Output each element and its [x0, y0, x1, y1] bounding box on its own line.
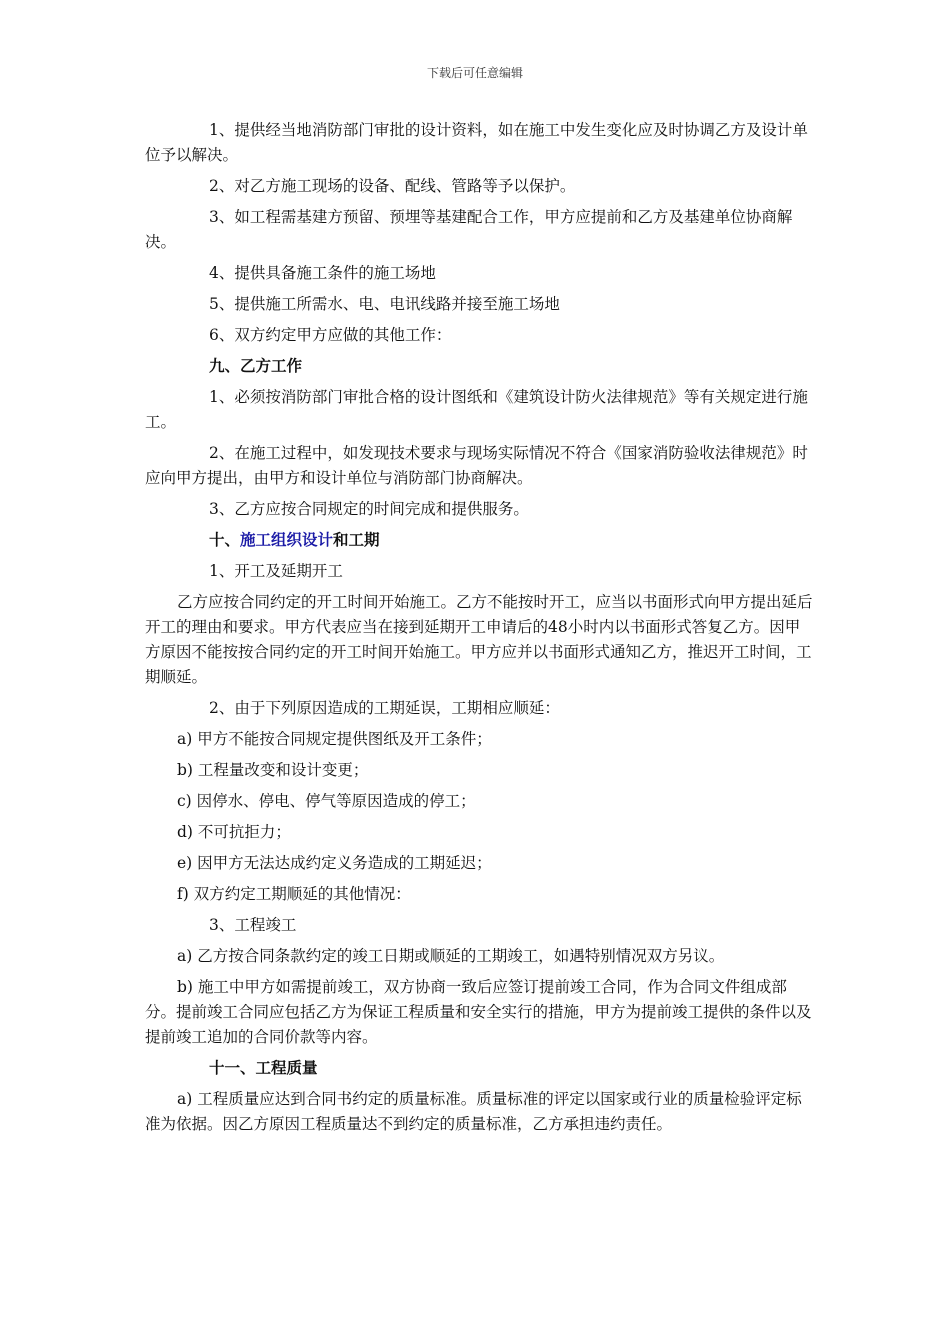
paragraph	[145, 497, 815, 522]
item-number: 6、	[209, 326, 235, 344]
list-item	[145, 789, 815, 814]
item-number: 2、	[209, 444, 235, 462]
item-number: 1、	[209, 562, 235, 580]
item-number: 3、	[209, 208, 235, 226]
paragraph-text: 工程量改变和设计变更；	[197, 761, 369, 779]
item-letter: a)	[177, 1090, 193, 1108]
paragraph	[145, 590, 815, 690]
paragraph-text: 对乙方施工现场的设备、配线、管路等予以保护。	[234, 177, 576, 195]
paragraph-text: 工程竣工	[234, 916, 297, 934]
paragraph-text: 因甲方无法达成约定义务造成的工期延迟；	[197, 854, 492, 872]
list-item	[145, 851, 815, 876]
section-heading	[145, 528, 815, 553]
item-number: 4、	[209, 264, 235, 282]
item-letter: f)	[177, 885, 189, 903]
section-title: 工程质量	[255, 1059, 318, 1077]
paragraph-text: 双方约定工期顺延的其他情况：	[193, 885, 411, 903]
item-letter: b)	[177, 761, 193, 779]
paragraph	[145, 385, 815, 435]
paragraph	[145, 118, 815, 168]
list-item	[145, 820, 815, 845]
paragraph	[145, 292, 815, 317]
paragraph	[145, 441, 815, 491]
section-title-link[interactable]: 施工组织设计	[240, 531, 334, 549]
item-letter: e)	[177, 854, 193, 872]
paragraph	[145, 696, 815, 721]
paragraph	[145, 174, 815, 199]
item-letter: a)	[177, 730, 193, 748]
item-number: 2、	[209, 699, 235, 717]
list-item	[145, 975, 815, 1050]
paragraph-text: 施工中甲方如需提前竣工，双方协商一致后应签订提前竣工合同，作为合同文件组成部分。提前竣工合同应包括乙方为保证工程质量和安全实行的措施，甲方为提前竣工提供的条件以及提前竣工追加的合同价款等内容。	[145, 978, 812, 1046]
item-number: 1、	[209, 388, 235, 406]
paragraph-text: 双方约定甲方应做的其他工作：	[234, 326, 452, 344]
section-number: 十一、	[209, 1059, 256, 1077]
item-letter: b)	[177, 978, 193, 996]
section-number: 十、	[209, 531, 241, 549]
item-number: 5、	[209, 295, 235, 313]
item-letter: a)	[177, 947, 193, 965]
paragraph	[145, 913, 815, 938]
paragraph-text: 乙方按合同条款约定的竣工日期或顺延的工期竣工，如遇特别情况双方另议。	[197, 947, 725, 965]
list-item	[145, 758, 815, 783]
paragraph	[145, 559, 815, 584]
list-item	[145, 727, 815, 752]
paragraph-text: 开工及延期开工	[234, 562, 343, 580]
section-title: 和工期	[333, 531, 380, 549]
item-letter: c)	[177, 792, 192, 810]
list-item	[145, 944, 815, 969]
section-heading	[145, 1056, 815, 1081]
section-title: 乙方工作	[240, 357, 303, 375]
list-item	[145, 882, 815, 907]
paragraph-text: 不可抗拒力；	[197, 823, 291, 841]
item-number: 2、	[209, 177, 235, 195]
paragraph-text: 工程质量应达到合同书约定的质量标准。质量标准的评定以国家或行业的质量检验评定标准为依据。因乙方原因工程质量达不到约定的质量标准，乙方承担违约责任。	[145, 1090, 802, 1133]
paragraph-text: 乙方应按合同规定的时间完成和提供服务。	[234, 500, 529, 518]
paragraph-text: 乙方应按合同约定的开工时间开始施工。乙方不能按时开工，应当以书面形式向甲方提出延后开工的理由和要求。甲方代表应当在接到延期开工申请后的48小时内以书面形式答复乙方。因甲方原因不能按按合同约定的开工时间开始施工。甲方应并以书面形式通知乙方，推迟开工时间，工期顺延。	[145, 593, 813, 686]
paragraph-text: 提供具备施工条件的施工场地	[234, 264, 436, 282]
item-letter: d)	[177, 823, 193, 841]
paragraph-text: 如工程需基建方预留、预埋等基建配合工作，甲方应提前和乙方及基建单位协商解决。	[145, 208, 793, 251]
list-item	[145, 1087, 815, 1137]
paragraph	[145, 323, 815, 348]
item-number: 3、	[209, 500, 235, 518]
section-heading	[145, 354, 815, 379]
paragraph-text: 必须按消防部门审批合格的设计图纸和《建筑设计防火法律规范》等有关规定进行施工。	[145, 388, 808, 431]
paragraph-text: 在施工过程中，如发现技术要求与现场实际情况不符合《国家消防验收法律规范》时应向甲方提出，由甲方和设计单位与消防部门协商解决。	[145, 444, 808, 487]
paragraph-text: 提供施工所需水、电、电讯线路并接至施工场地	[234, 295, 560, 313]
document-body	[145, 118, 815, 1143]
paragraph-text: 甲方不能按合同规定提供图纸及开工条件；	[197, 730, 492, 748]
item-number: 1、	[209, 121, 235, 139]
paragraph-text: 由于下列原因造成的工期延误，工期相应顺延：	[234, 699, 560, 717]
paragraph-text: 提供经当地消防部门审批的设计资料，如在施工中发生变化应及时协调乙方及设计单位予以解决。	[145, 121, 808, 164]
paragraph	[145, 205, 815, 255]
section-number: 九、	[209, 357, 241, 375]
paragraph	[145, 261, 815, 286]
paragraph-text: 因停水、停电、停气等原因造成的停工；	[196, 792, 476, 810]
item-number: 3、	[209, 916, 235, 934]
page-header: 下载后可任意编辑	[426, 66, 523, 80]
